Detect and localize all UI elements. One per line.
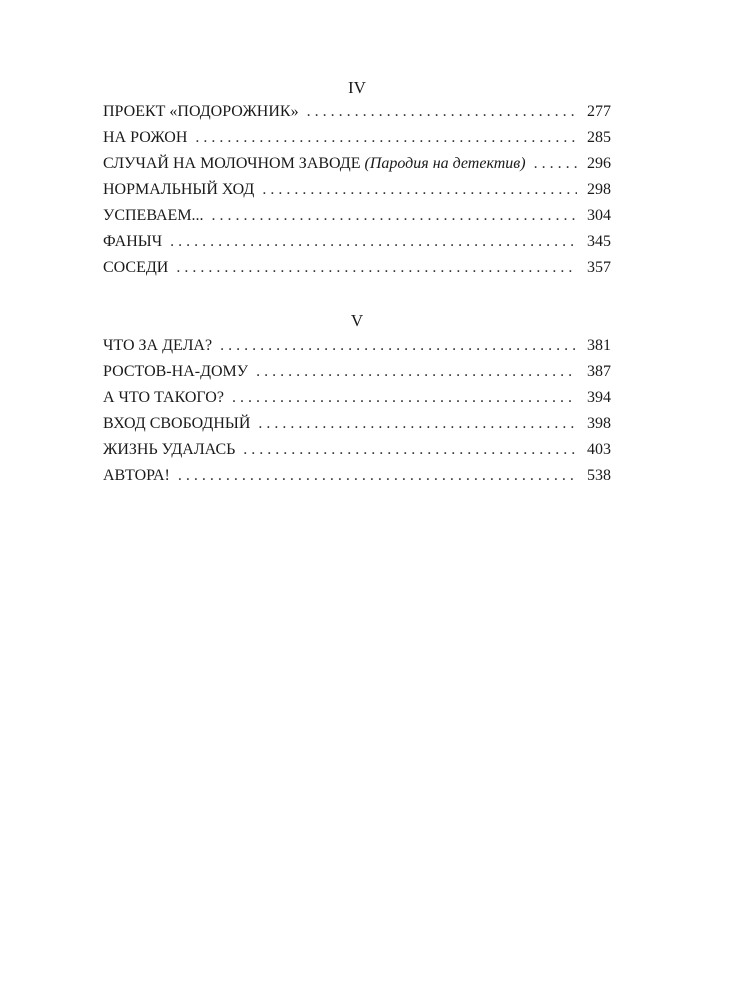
toc-entry-title: НА РОЖОН: [103, 129, 188, 146]
toc-entry[interactable]: [103, 388, 611, 414]
toc-entry[interactable]: [103, 128, 611, 154]
toc-entry-title: ВХОД СВОБОДНЫЙ: [103, 415, 251, 432]
toc-entry-title: ПРОЕКТ «ПОДОРОЖНИК»: [103, 103, 299, 120]
toc-entry[interactable]: [103, 180, 611, 206]
toc-entry-page: 304: [587, 207, 611, 224]
dot-leader: [534, 154, 577, 174]
toc-entry[interactable]: [103, 336, 611, 362]
toc-entry-page: 298: [587, 181, 611, 198]
toc-entry-title: СЛУЧАЙ НА МОЛОЧНОМ ЗАВОДЕ: [103, 155, 361, 172]
dot-leader: [307, 102, 577, 122]
dot-leader: [220, 336, 577, 356]
toc-entry-page: 381: [587, 337, 611, 354]
section-number-v: V: [350, 311, 364, 330]
dot-leader: [176, 258, 577, 278]
toc-entry[interactable]: [103, 154, 611, 180]
section-v-list: [103, 336, 611, 492]
dot-leader: [262, 180, 577, 200]
toc-entry-page: 345: [587, 233, 611, 250]
toc-entry-title: СОСЕДИ: [103, 259, 169, 276]
toc-entry-page: 403: [587, 441, 611, 458]
toc-entry-title: ЖИЗНЬ УДАЛАСЬ: [103, 441, 236, 458]
toc-entry-page: 296: [587, 155, 611, 172]
toc-entry[interactable]: [103, 414, 611, 440]
toc-entry-page: 277: [587, 103, 611, 120]
toc-entry-page: 398: [587, 415, 611, 432]
toc-entry-page: 357: [587, 259, 611, 276]
section-number-iv: IV: [348, 78, 366, 97]
dot-leader: [243, 440, 577, 460]
dot-leader: [195, 128, 577, 148]
toc-entry-subtitle: (Пародия на детектив): [364, 155, 526, 172]
dot-leader: [258, 414, 577, 434]
toc-entry-title: АВТОРА!: [103, 467, 170, 484]
dot-leader: [256, 362, 577, 382]
toc-entry-title: УСПЕВАЕМ...: [103, 207, 204, 224]
toc-entry-title: ФАНЫЧ: [103, 233, 163, 250]
toc-entry-title: НОРМАЛЬНЫЙ ХОД: [103, 181, 255, 198]
toc-entry[interactable]: [103, 440, 611, 466]
toc-entry-title: РОСТОВ-НА-ДОМУ: [103, 363, 249, 380]
dot-leader: [170, 232, 577, 252]
toc-entry-page: 394: [587, 389, 611, 406]
toc-entry[interactable]: [103, 232, 611, 258]
toc-entry[interactable]: [103, 362, 611, 388]
section-iv-list: [103, 102, 611, 284]
toc-entry[interactable]: [103, 206, 611, 232]
toc-entry[interactable]: [103, 258, 611, 284]
dot-leader: [212, 206, 577, 226]
dot-leader: [178, 466, 577, 486]
dot-leader: [232, 388, 577, 408]
toc-entry-page: 538: [587, 467, 611, 484]
toc-entry-title: ЧТО ЗА ДЕЛА?: [103, 337, 213, 354]
toc-entry-title: А ЧТО ТАКОГО?: [103, 389, 224, 406]
toc-entry-page: 387: [587, 363, 611, 380]
toc-entry-page: 285: [587, 129, 611, 146]
toc-entry[interactable]: [103, 466, 611, 492]
toc-entry[interactable]: [103, 102, 611, 128]
